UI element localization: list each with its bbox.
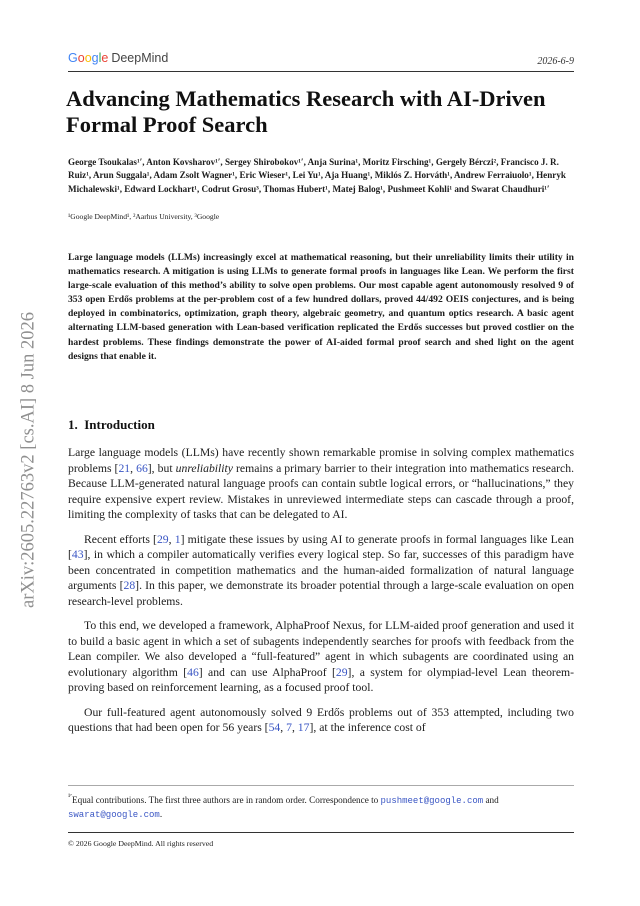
citation-link[interactable]: 7	[286, 721, 292, 734]
google-deepmind-logo	[68, 51, 168, 65]
logo-letter: g	[91, 51, 99, 65]
footnote-mark: ¹′	[68, 792, 72, 801]
author-list: George Tsoukalas¹′, Anton Kovsharov¹′, Sergey Shirobokov¹′, Anja Surina¹, Moritz Firsching¹, Gergely Bérczi², Francisco J. R. Ruiz¹, Arun Suggala¹, Adam Zsolt Wagner¹, Eric Wieser¹, Lei Yu¹, Aja Huang¹, Miklós Z. Horváth¹, Andrew Ferraiuolo¹, Henryk Michalewski¹, Edward Lockhart¹, Codrut Grosu³, Thomas Hubert¹, Matej Balog¹, Pushmeet Kohli¹ and Swarat Chaudhuri¹′	[68, 157, 566, 194]
abstract: Large language models (LLMs) increasingly excel at mathematical reasoning, but their unreliability limits their utility in mathematics research. A mitigation is using LLMs to generate formal proofs in languages like Lean. We perform the first large-scale evaluation of this method’s ability to solve open problems. Our most capable agent autonomously resolved 9 of 353 open Erdős problems at the per-problem cost of a few hundred dollars, proved 44/492 OEIS conjectures, and is being deployed in combinatorics, optimization, graph theory, algebraic geometry, and quantum optics research. A basic agent alternating LLM-based generation with Lean-based verification replicated the Erdős successes but proved costlier on the hardest problems. These findings demonstrate the power of AI-aided formal proof search and shed light on the agent designs that enable it.	[68, 252, 574, 362]
citation-link[interactable]: 21	[118, 461, 131, 475]
email-link[interactable]: swarat@google.com	[68, 810, 160, 821]
logo-letter: o	[77, 51, 85, 65]
section-heading	[68, 417, 155, 433]
header-date: 2026-6-9	[537, 56, 574, 67]
citation-link[interactable]: 29	[156, 532, 169, 546]
footnote: $^{^1'}$Equal contributions. The first three authors are in random order. Correspondence to pushmeet@google.com and swarat@google.com.	[68, 792, 499, 821]
section-number: 1.	[68, 417, 78, 432]
paragraph-1: Large language models (LLMs) have recently shown remarkable promise in solving complex mathematics problems [21, 66], but unreliability remains a primary barrier to their integration into mathematics research. Because LLM-generated natural language proofs can contain subtle logical errors, or “hallucinations,” they require expensive expert review. Mistakes in unreviewed intermediate steps can cascade through a proof, limiting the complexity of tasks that can be delegated to AI.	[68, 446, 574, 521]
email-link[interactable]: pushmeet@google.com	[380, 796, 484, 807]
logo-letter: l	[98, 51, 102, 65]
citation-link[interactable]: 66	[136, 461, 148, 475]
arxiv-side-label-container	[4, 270, 54, 650]
emphasis: unreliability	[175, 461, 233, 475]
header-rule	[68, 71, 574, 72]
footnote-rule	[68, 785, 574, 786]
affiliations: ¹Google DeepMind¹, ²Aarhus University, ³Google	[68, 212, 220, 221]
citation-link[interactable]: 46	[187, 665, 199, 679]
citation-link[interactable]: 28	[123, 579, 136, 592]
paragraph-3: To this end, we developed a framework, AlphaProof Nexus, for LLM-aided proof generation and used it to build a basic agent in which a set of subagents independently searches for proofs with feedback from the Lean compiler. We also developed a “full-featured” agent in which subagents are coordinated using an evolutionary algorithm [46] and can use AlphaProof [29], a system for olympiad-level Lean theorem-proving based on reinforcement learning, as a focused proof tool.	[68, 619, 574, 694]
body-text	[68, 445, 574, 745]
copyright: © 2026 Google DeepMind. All rights reserved	[68, 839, 214, 848]
paragraph-4: Our full-featured agent autonomously solved 9 Erdős problems out of 353 attempted, including two questions that had been open for 56 years [54, 7, 17], at the inference cost of	[68, 705, 574, 734]
citation-link[interactable]: 54	[268, 721, 281, 734]
paper-title: Advancing Mathematics Research with AI-Driven Formal Proof Search	[66, 86, 546, 137]
footer-rule	[68, 832, 574, 833]
citation-link[interactable]: 17	[297, 721, 310, 734]
arxiv-side-label: arXiv:2605.22763v2 [cs.AI] 8 Jun 2026	[18, 312, 39, 608]
logo-letter: e	[101, 51, 109, 65]
section-title: Introduction	[84, 417, 155, 432]
citation-link[interactable]: 43	[71, 548, 84, 561]
citation-link[interactable]: 1	[174, 532, 181, 546]
logo-letter: o	[84, 51, 92, 65]
paragraph-2: Recent efforts [29, 1] mitigate these issues by using AI to generate proofs in formal languages like Lean [43], in which a compiler automatically verifies every logical step. So far, successes of this paradigm have been concentrated in competition mathematics and the human-aided formalization of natural language arguments [28]. In this paper, we demonstrate its broader potential through a large-scale evaluation on open research-level problems.	[68, 532, 574, 608]
citation-link[interactable]: 29	[335, 665, 348, 679]
logo-letter: G	[68, 51, 78, 65]
logo-deepmind-text: DeepMind	[111, 51, 169, 65]
